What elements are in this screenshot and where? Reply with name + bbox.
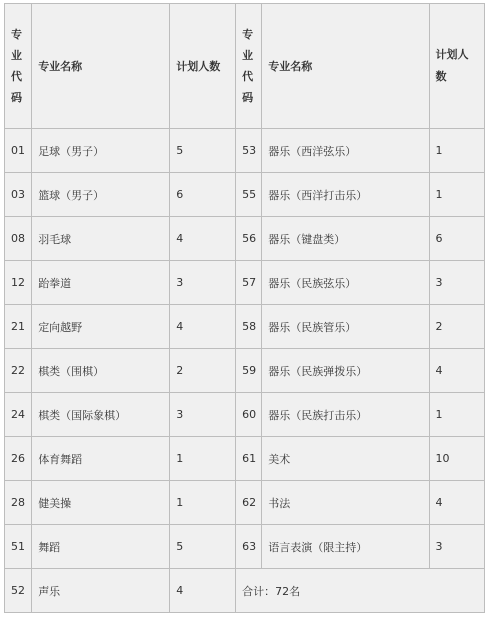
table-row	[5, 305, 485, 349]
cell-name-left: 篮球（男子）	[32, 173, 170, 217]
cell-name-right: 器乐（民族管乐）	[262, 305, 429, 349]
cell-code-right: 63	[236, 525, 262, 569]
cell-code-right: 59	[236, 349, 262, 393]
cell-quota-right: 10	[429, 437, 484, 481]
cell-quota-left: 3	[170, 393, 236, 437]
cell-quota-right: 6	[429, 217, 484, 261]
cell-name-left: 足球（男子）	[32, 129, 170, 173]
header-name-right: 专业名称	[262, 4, 429, 129]
cell-code-right: 60	[236, 393, 262, 437]
header-code-right: 专业代码	[236, 4, 262, 129]
table-row	[5, 437, 485, 481]
cell-code-left: 51	[5, 525, 32, 569]
cell-quota-left: 3	[170, 261, 236, 305]
table-row	[5, 129, 485, 173]
cell-name-right: 书法	[262, 481, 429, 525]
cell-code-left: 01	[5, 129, 32, 173]
cell-quota-left: 4	[170, 305, 236, 349]
cell-code-left: 08	[5, 217, 32, 261]
cell-code-left: 03	[5, 173, 32, 217]
total-cell: 合计：72名	[236, 569, 485, 613]
cell-name-right: 器乐（键盘类）	[262, 217, 429, 261]
cell-quota-right: 1	[429, 129, 484, 173]
cell-code-right: 62	[236, 481, 262, 525]
cell-quota-right: 2	[429, 305, 484, 349]
cell-name-right: 器乐（民族弦乐）	[262, 261, 429, 305]
cell-quota-left: 5	[170, 525, 236, 569]
cell-name-right: 美术	[262, 437, 429, 481]
cell-quota-left: 2	[170, 349, 236, 393]
cell-name-left: 定向越野	[32, 305, 170, 349]
cell-name-right: 语言表演（限主持）	[262, 525, 429, 569]
cell-name-right: 器乐（民族打击乐）	[262, 393, 429, 437]
cell-code-left: 26	[5, 437, 32, 481]
cell-code-left: 28	[5, 481, 32, 525]
table-row	[5, 217, 485, 261]
table-row	[5, 261, 485, 305]
cell-name-right: 器乐（西洋打击乐）	[262, 173, 429, 217]
cell-code-right: 56	[236, 217, 262, 261]
header-name-left: 专业名称	[32, 4, 170, 129]
table-row	[5, 481, 485, 525]
cell-quota-left: 5	[170, 129, 236, 173]
header-quota-left: 计划人数	[170, 4, 236, 129]
cell-name-right: 器乐（民族弹拨乐）	[262, 349, 429, 393]
cell-name-left: 体育舞蹈	[32, 437, 170, 481]
cell-code-right: 55	[236, 173, 262, 217]
cell-code-left: 52	[5, 569, 32, 613]
cell-code-right: 58	[236, 305, 262, 349]
cell-code-left: 24	[5, 393, 32, 437]
cell-quota-right: 4	[429, 349, 484, 393]
cell-code-left: 12	[5, 261, 32, 305]
cell-quota-left: 1	[170, 437, 236, 481]
table-row-last	[5, 569, 485, 613]
cell-code-left: 21	[5, 305, 32, 349]
cell-name-left: 舞蹈	[32, 525, 170, 569]
cell-name-left: 健美操	[32, 481, 170, 525]
table-row	[5, 393, 485, 437]
cell-quota-right: 3	[429, 261, 484, 305]
cell-name-left: 棋类（围棋）	[32, 349, 170, 393]
cell-quota-right: 3	[429, 525, 484, 569]
cell-quota-right: 1	[429, 393, 484, 437]
cell-quota-left: 1	[170, 481, 236, 525]
table-row	[5, 173, 485, 217]
cell-code-right: 61	[236, 437, 262, 481]
cell-name-right: 器乐（西洋弦乐）	[262, 129, 429, 173]
cell-code-right: 57	[236, 261, 262, 305]
table-header-row	[5, 4, 485, 129]
header-quota-right: 计划人数	[429, 4, 484, 129]
cell-name-left: 跆拳道	[32, 261, 170, 305]
table-row	[5, 525, 485, 569]
cell-quota-left: 4	[170, 217, 236, 261]
cell-name-left: 棋类（国际象棋）	[32, 393, 170, 437]
enrollment-plan-table	[4, 3, 485, 613]
cell-name-left: 声乐	[32, 569, 170, 613]
cell-name-left: 羽毛球	[32, 217, 170, 261]
header-code-left: 专业代码	[5, 4, 32, 129]
cell-quota-left: 4	[170, 569, 236, 613]
cell-code-right: 53	[236, 129, 262, 173]
cell-code-left: 22	[5, 349, 32, 393]
table-row	[5, 349, 485, 393]
cell-quota-left: 6	[170, 173, 236, 217]
cell-quota-right: 4	[429, 481, 484, 525]
cell-quota-right: 1	[429, 173, 484, 217]
